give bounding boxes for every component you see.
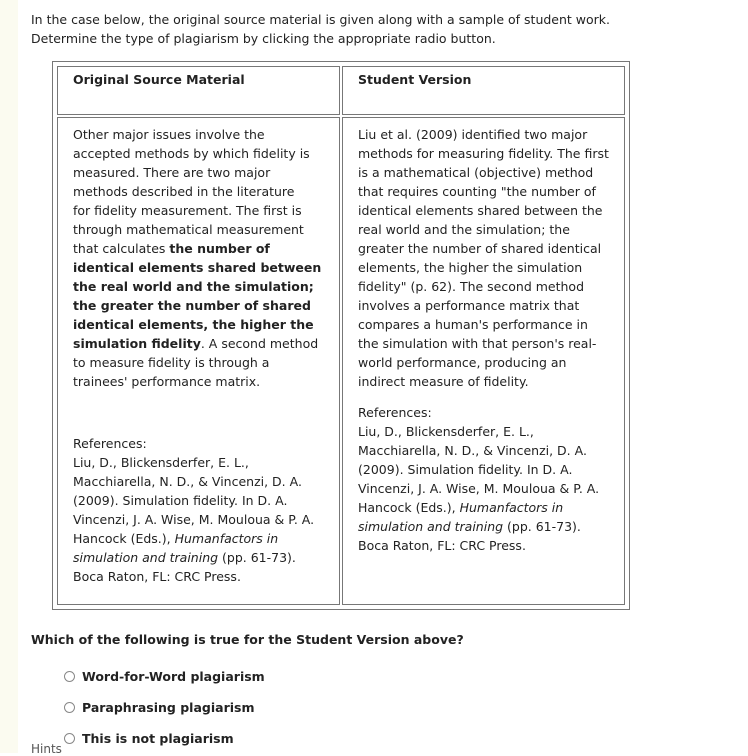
original-refs-heading: References: bbox=[73, 436, 147, 451]
original-source-cell bbox=[57, 117, 340, 605]
student-refs-heading: References: bbox=[358, 405, 432, 420]
option-not-plagiarism[interactable] bbox=[64, 723, 731, 754]
radio-button-icon[interactable] bbox=[64, 733, 75, 744]
instructions-line-2: Determine the type of plagiarism by clicking the appropriate radio button. bbox=[31, 31, 496, 46]
header-original: Original Source Material bbox=[57, 66, 340, 115]
radio-button-icon[interactable] bbox=[64, 702, 75, 713]
quiz-content bbox=[31, 10, 731, 754]
instructions bbox=[31, 10, 731, 48]
comparison-table-frame bbox=[52, 61, 630, 610]
original-part-3: . A second method to measure fidelity is through a trainees' performance matrix. bbox=[73, 336, 319, 389]
original-source-text bbox=[73, 125, 324, 391]
hints-link[interactable]: Hints bbox=[31, 742, 62, 756]
original-bold-passage: the number of identical elements shared between the real world and the simulation; the greater the number of shared identical elements, the higher the simulation fidelity bbox=[73, 241, 322, 351]
student-refs-text: Liu, D., Blickensderfer, E. L., Macchiarella, N. D., & Vincenzi, D. A. (2009). Simulation fidelity. In D. A. Vincenzi, J. A. Wise, M. Mouloua & P. A. Hancock (Eds.), bbox=[358, 424, 600, 515]
header-student: Student Version bbox=[342, 66, 625, 115]
original-refs-end: (pp. 61-73). Boca Raton, FL: CRC Press. bbox=[73, 550, 296, 584]
original-refs-text: Liu, D., Blickensderfer, E. L., Macchiarella, N. D., & Vincenzi, D. A. (2009). Simulation fidelity. In D. A. Vincenzi, J. A. Wise, M. Mouloua & P. A. Hancock (Eds.), bbox=[73, 455, 315, 546]
student-version-cell bbox=[342, 117, 625, 605]
student-references bbox=[358, 403, 609, 555]
option-label: Word-for-Word plagiarism bbox=[82, 669, 265, 684]
student-version-text: Liu et al. (2009) identified two major methods for measuring fidelity. The first is a mathematical (objective) method that requires counting "the number of identical elements shared between the real world and the simulation; the greater the number of shared identical elements, the higher the simulation fidelity" (p. 62). The second method involves a performance matrix that compares a human's performance in the simulation with that person's real-world performance, producing an indirect measure of fidelity. bbox=[358, 127, 609, 389]
left-margin-bar bbox=[0, 0, 18, 753]
option-label: Paraphrasing plagiarism bbox=[82, 700, 255, 715]
student-refs-book-title: Humanfactors in simulation and training bbox=[358, 500, 564, 534]
instructions-line-1: In the case below, the original source material is given along with a sample of student work. bbox=[31, 12, 611, 27]
question-text: Which of the following is true for the Student Version above? bbox=[31, 632, 464, 647]
option-label: This is not plagiarism bbox=[82, 731, 234, 746]
radio-button-icon[interactable] bbox=[64, 671, 75, 682]
option-paraphrasing[interactable] bbox=[64, 692, 731, 723]
original-references bbox=[73, 434, 324, 586]
original-part-2: for fidelity measurement. The first is through mathematical measurement that calculates bbox=[73, 203, 304, 256]
student-refs-end: (pp. 61-73). Boca Raton, FL: CRC Press. bbox=[358, 519, 581, 553]
original-refs-book-title: Humanfactors in simulation and training bbox=[73, 531, 279, 565]
original-part-1: Other major issues involve the accepted methods by which fidelity is measured. There are two major methods described in the literature bbox=[73, 127, 310, 199]
answer-options bbox=[64, 661, 731, 754]
comparison-table bbox=[55, 64, 627, 607]
option-word-for-word[interactable] bbox=[64, 661, 731, 692]
